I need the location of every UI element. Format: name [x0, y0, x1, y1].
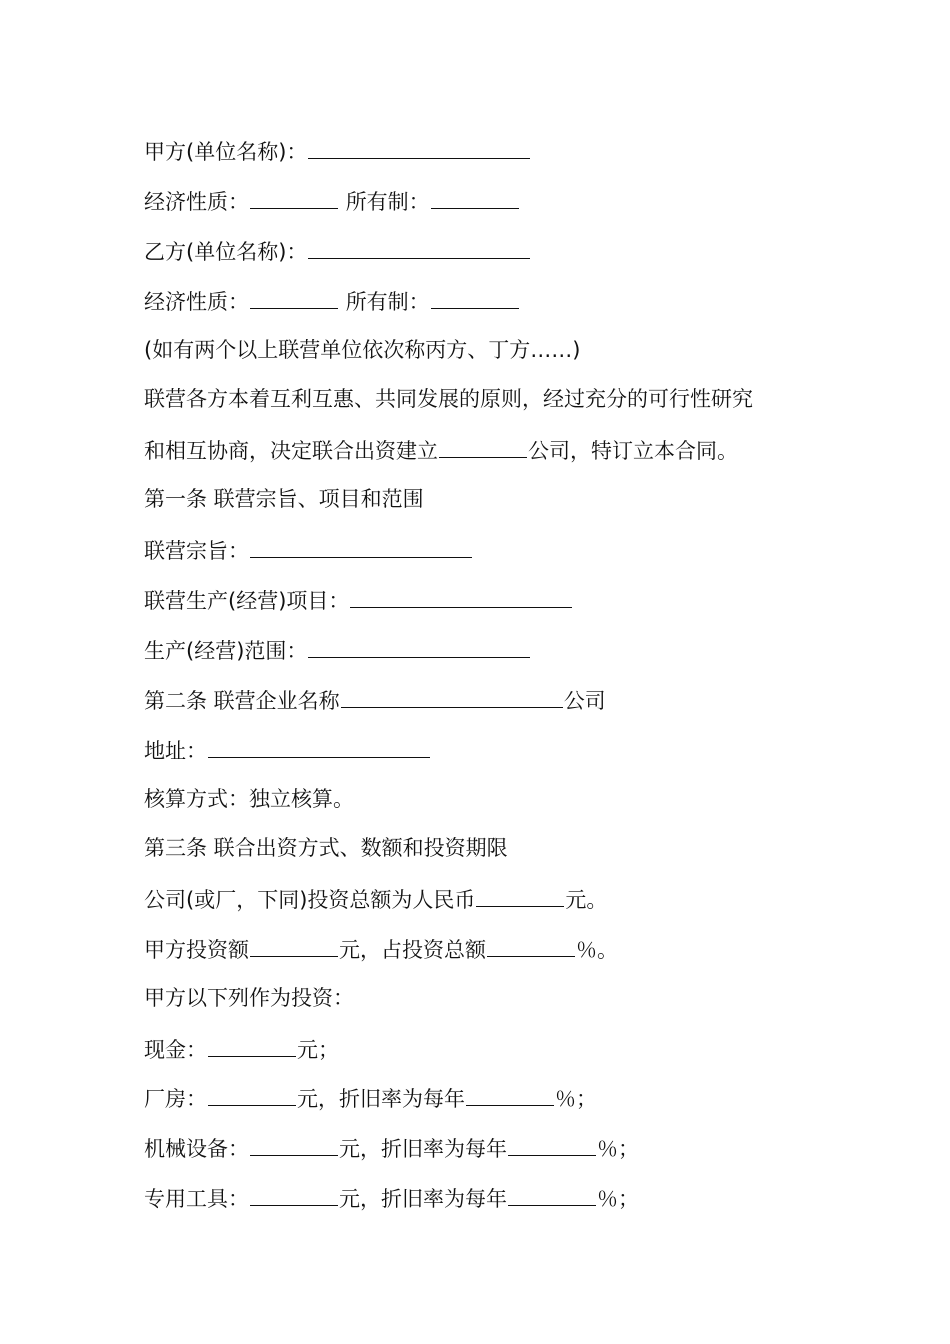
cash-field[interactable]: [208, 1034, 296, 1057]
tools-depreciation-field[interactable]: [508, 1183, 596, 1206]
project-label: 联营生产(经营)项目：: [144, 589, 350, 613]
scope-field[interactable]: [308, 635, 530, 658]
ownership-label: 所有制：: [345, 190, 430, 214]
address-field[interactable]: [208, 735, 430, 758]
party-b-label: 乙方(单位名称)：: [144, 240, 308, 264]
scope-line: [144, 635, 531, 663]
party-b-nature-line: [144, 286, 520, 314]
total-investment-field[interactable]: [476, 884, 564, 907]
party-b-name-field[interactable]: [308, 236, 530, 259]
parties-note: (如有两个以上联营单位依次称丙方、丁方……): [144, 338, 581, 362]
article-1-title: 第一条 联营宗旨、项目和范围: [144, 487, 424, 511]
party-a-share-percent-field[interactable]: [487, 934, 575, 957]
party-b-econ-nature-field[interactable]: [250, 286, 338, 309]
purpose-line: [144, 535, 473, 563]
project-line: [144, 585, 573, 613]
party-a-investment-field[interactable]: [250, 934, 338, 957]
address-line: [144, 735, 431, 763]
party-a-ownership-field[interactable]: [431, 186, 519, 209]
company-name-field[interactable]: [439, 435, 527, 458]
party-a-investment-line: 甲方投资额 元，占投资总额 ％。: [144, 934, 618, 962]
party-a-line: [144, 136, 531, 164]
machinery-line: 机械设备： 元，折旧率为每年 ％；: [144, 1133, 639, 1161]
accounting-line: 核算方式：独立核算。: [144, 787, 354, 811]
items-intro: 甲方以下列作为投资：: [144, 986, 354, 1010]
econ-nature-label: 经济性质：: [144, 190, 249, 214]
ownership-label: 所有制：: [345, 290, 430, 314]
plant-line: 厂房： 元，折旧率为每年 ％；: [144, 1083, 597, 1111]
total-investment-line: 公司(或厂，下同)投资总额为人民币 元。: [144, 884, 607, 912]
scope-label: 生产(经营)范围：: [144, 639, 308, 663]
article-3-title: 第三条 联合出资方式、数额和投资期限: [144, 836, 508, 860]
address-label: 地址：: [144, 739, 207, 763]
preamble-line-2: 和相互协商，决定联合出资建立 公司，特订立本合同。: [144, 435, 738, 463]
party-b-ownership-field[interactable]: [431, 286, 519, 309]
enterprise-name-field[interactable]: [341, 685, 563, 708]
plant-value-field[interactable]: [208, 1083, 296, 1106]
purpose-label: 联营宗旨：: [144, 539, 249, 563]
article-2-title: 第二条 联营企业名称 公司: [144, 685, 606, 713]
purpose-field[interactable]: [250, 535, 472, 558]
tools-value-field[interactable]: [250, 1183, 338, 1206]
machinery-value-field[interactable]: [250, 1133, 338, 1156]
cash-line: 现金： 元；: [144, 1034, 339, 1062]
party-a-name-field[interactable]: [308, 136, 530, 159]
party-a-econ-nature-field[interactable]: [250, 186, 338, 209]
preamble-line-1: 联营各方本着互利互惠、共同发展的原则，经过充分的可行性研究: [144, 387, 753, 411]
tools-line: 专用工具： 元，折旧率为每年 ％；: [144, 1183, 639, 1211]
econ-nature-label: 经济性质：: [144, 290, 249, 314]
project-field[interactable]: [350, 585, 572, 608]
party-a-label: 甲方(单位名称)：: [144, 140, 308, 164]
machinery-depreciation-field[interactable]: [508, 1133, 596, 1156]
plant-depreciation-field[interactable]: [466, 1083, 554, 1106]
party-b-line: [144, 236, 531, 264]
party-a-nature-line: [144, 186, 520, 214]
